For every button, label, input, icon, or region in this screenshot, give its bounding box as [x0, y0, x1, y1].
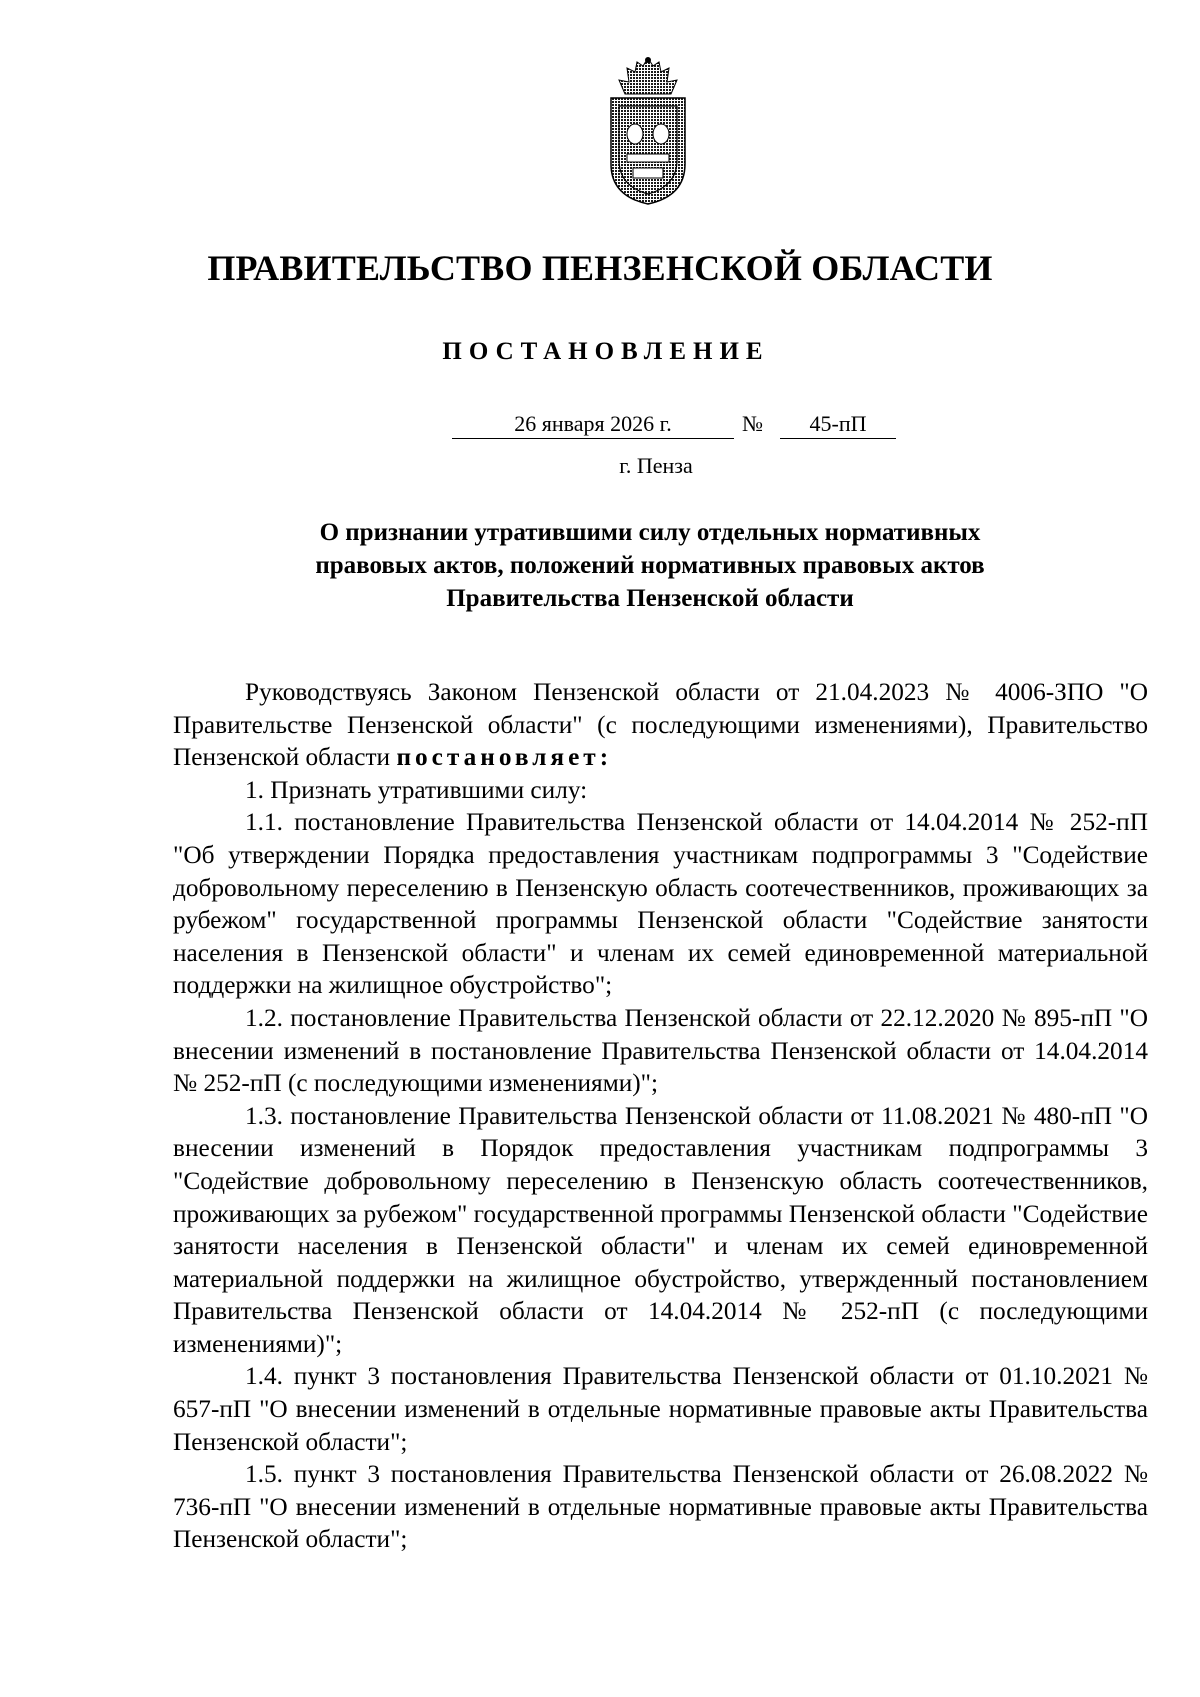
document-number: 45-пП	[780, 410, 896, 439]
document-subject	[240, 516, 1060, 615]
item-paragraph: 1.3. постановление Правительства Пензенской области от 11.08.2021 № 480-пП "О внесении изменений в Порядок предоставления участникам подпрограммы 3 "Содействие добровольному переселению в Пензенскую область соотечественников, проживающих за рубежом" государственной программы Пензенской области "Содействие занятости населения в Пензенской области" и членам их семей единовременной материальной поддержки на жилищное обустройство, утвержденный постановлением Правительства Пензенской области от 14.04.2014 № 252-пП (с последующими изменениями)";	[173, 1101, 1148, 1358]
subject-line: Правительства Пензенской области	[446, 585, 854, 612]
item-paragraph: 1.4. пункт 3 постановления Правительства Пензенской области от 01.10.2021 № 657-пП "О внесении изменений в отдельные нормативные правовые акты Правительства Пензенской области";	[173, 1362, 1148, 1456]
decree-word: постановляет:	[396, 743, 613, 772]
document-city: г. Пенза	[619, 453, 693, 478]
subject-line: правовых актов, положений нормативных правовых актов	[315, 552, 985, 579]
document-kind: ПОСТАНОВЛЕНИЕ	[442, 338, 770, 365]
document-body	[173, 676, 1148, 1556]
item-paragraph: 1.2. постановление Правительства Пензенской области от 22.12.2020 № 895-пП "О внесении изменений в постановление Правительства Пензенской области от 14.04.2014 № 252-пП (с последующими изменениями)";	[173, 1003, 1148, 1098]
item-paragraph: 1.1. постановление Правительства Пензенской области от 14.04.2014 № 252-пП "Об утверждении Порядка предоставления участникам подпрограммы 3 "Содействие добровольному переселению в Пензенскую область соотечественников, проживающих за рубежом" государственной программы Пензенской области "Содействие занятости населения в Пензенской области" и членам их семей единовременной материальной поддержки на жилищное обустройство";	[173, 808, 1148, 1000]
item-paragraph: 1.5. пункт 3 постановления Правительства Пензенской области от 26.08.2022 № 736-пП "О внесении изменений в отдельные нормативные правовые акты Правительства Пензенской области";	[173, 1460, 1148, 1554]
organization-title: ПРАВИТЕЛЬСТВО ПЕНЗЕНСКОЙ ОБЛАСТИ	[207, 248, 993, 288]
coat-of-arms-icon	[603, 56, 693, 206]
item-paragraph: 1. Признать утратившими силу:	[245, 775, 588, 804]
document-date: 26 января 2026 г.	[452, 410, 734, 439]
preamble-paragraph	[173, 676, 1148, 774]
number-label: №	[742, 411, 763, 436]
preamble-text: Руководствуясь Законом Пензенской области от 21.04.2023 № 4006-ЗПО "О Правительстве Пензенской области" (с последующими изменениями), Правительство Пензенской области	[173, 678, 1148, 772]
subject-line: О признании утратившими силу отдельных нормативных	[319, 519, 981, 546]
